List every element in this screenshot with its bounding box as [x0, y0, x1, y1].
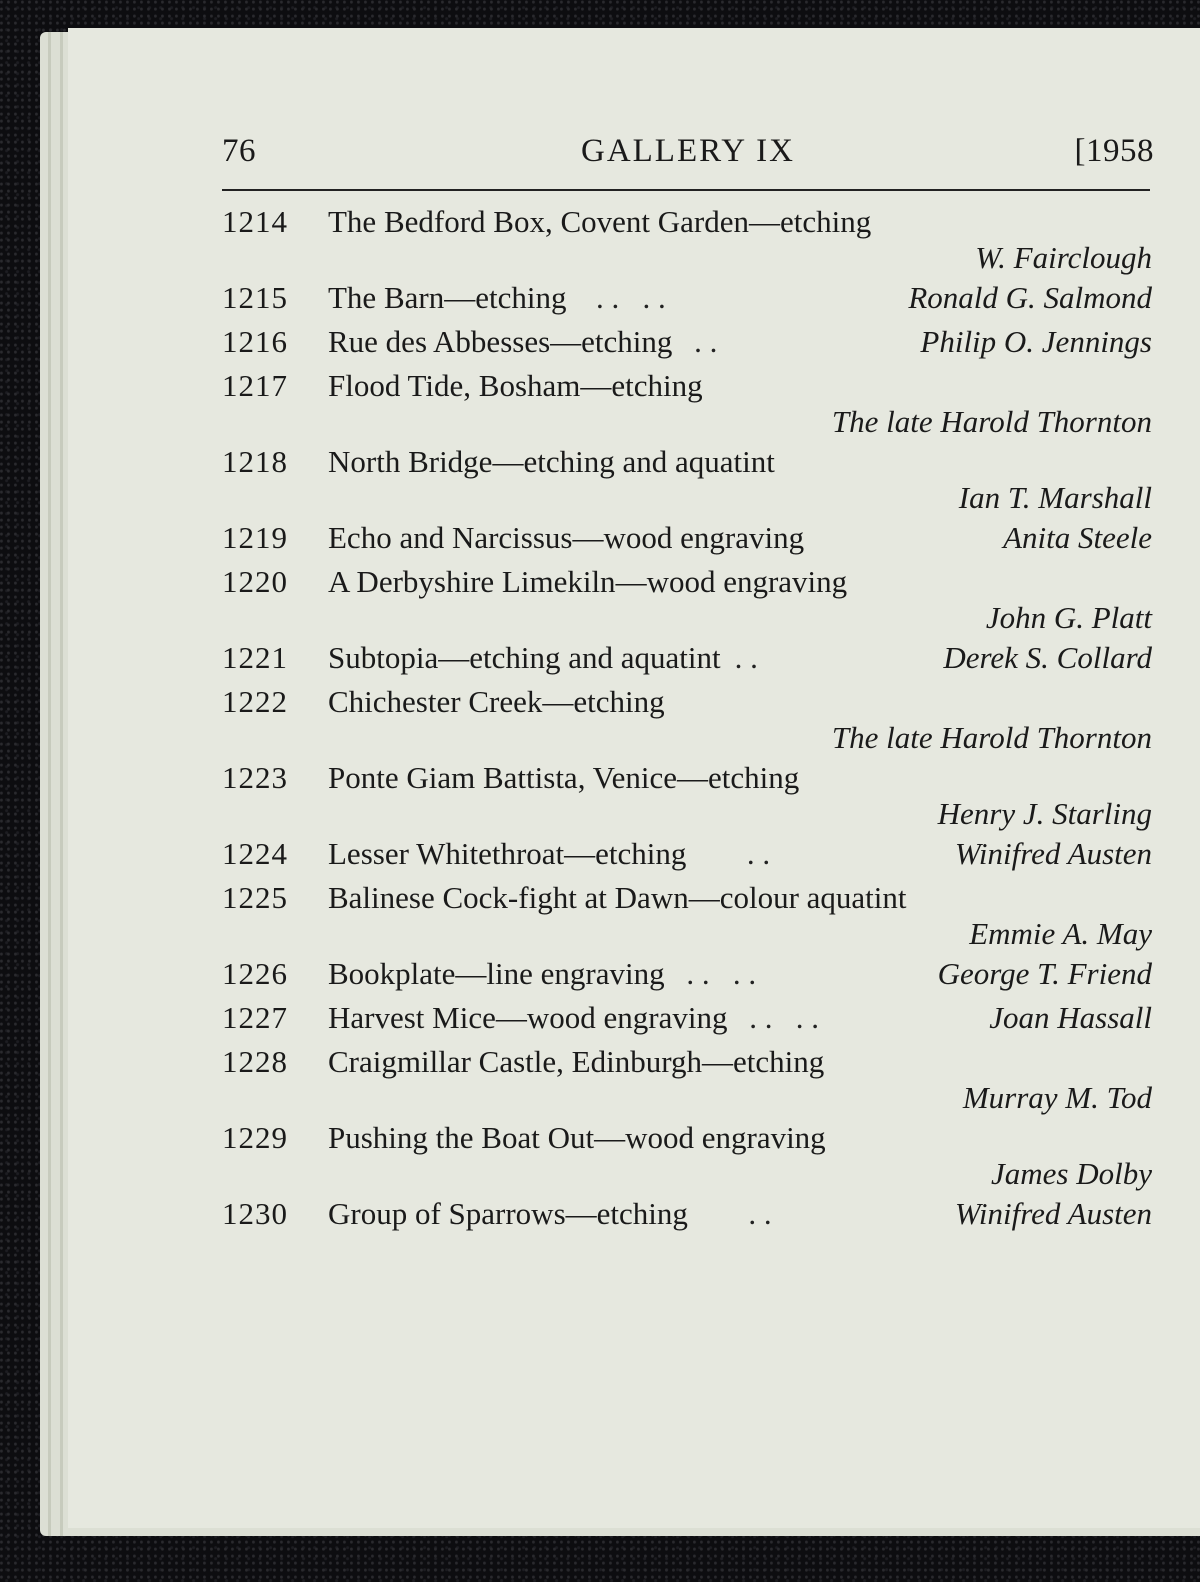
leader-dots: . . . . [678, 956, 757, 991]
entry-number: 1215 [222, 280, 288, 315]
catalogue-entry [222, 278, 1152, 322]
entry-title: A Derbyshire Limekiln [328, 564, 616, 599]
entry-artist: Winifred Austen [954, 1196, 1152, 1231]
entry-title: Ponte Giam Battista, Venice [328, 760, 677, 795]
entry-title-wrap [328, 366, 703, 406]
running-header [222, 133, 1154, 183]
entry-number: 1221 [222, 640, 288, 675]
page-number: 76 [222, 133, 256, 169]
catalogue-entry [222, 1042, 1152, 1118]
entry-number: 1224 [222, 836, 288, 871]
entry-main-line [222, 1194, 1152, 1238]
entry-medium: —etching [444, 280, 567, 315]
entry-artist: The late Harold Thornton [831, 404, 1152, 439]
entry-title-wrap [328, 1042, 824, 1082]
entry-title: Subtopia [328, 640, 439, 675]
entry-title-wrap [328, 834, 686, 874]
entry-title-wrap [328, 202, 871, 242]
entry-title: Harvest Mice [328, 1000, 496, 1035]
catalogue-entry [222, 638, 1152, 682]
entry-artist: Anita Steele [1003, 520, 1152, 555]
entry-artist: Winifred Austen [954, 836, 1152, 871]
entry-title-wrap [328, 518, 804, 558]
entry-artist: Ian T. Marshall [958, 480, 1152, 515]
entry-title: Lesser Whitethroat [328, 836, 565, 871]
entry-number: 1223 [222, 760, 288, 795]
entry-medium: —etching [542, 684, 665, 719]
entry-medium: —etching and aquatint [438, 640, 721, 675]
entry-medium: —etching [565, 1196, 688, 1231]
header-year: [1958 [1074, 133, 1154, 169]
entry-main-line [222, 638, 1152, 682]
entry-title: Echo and Narcissus [328, 520, 573, 555]
entry-number: 1222 [222, 684, 288, 719]
entry-medium: —line engraving [455, 956, 665, 991]
entry-medium: —etching [701, 1044, 825, 1079]
leader-dots: . . [700, 836, 771, 871]
entry-artist: Ronald G. Salmond [908, 280, 1152, 315]
entry-title: The Barn [328, 280, 445, 315]
entry-title: Balinese Cock-fight at Dawn [328, 880, 689, 915]
entry-title-wrap [328, 998, 727, 1038]
entry-number: 1228 [222, 1044, 288, 1079]
entry-title-wrap [328, 878, 907, 918]
entry-number: 1227 [222, 1000, 288, 1035]
catalogue-entry [222, 878, 1152, 954]
entry-number: 1229 [222, 1120, 288, 1155]
entry-title-wrap [328, 1194, 688, 1234]
page-title: GALLERY IX [580, 133, 795, 169]
entry-main-line [222, 278, 1152, 322]
entry-medium: —wood engraving [495, 1000, 728, 1035]
entry-number: 1230 [222, 1196, 288, 1231]
entry-main-line [222, 442, 1152, 486]
entry-main-line [222, 954, 1152, 998]
entry-artist: W. Fairclough [975, 240, 1152, 275]
entry-medium: —etching and aquatint [492, 444, 775, 479]
entry-artist: Henry J. Starling [937, 796, 1152, 831]
entry-medium: —etching [676, 760, 800, 795]
entry-title: Craigmillar Castle, Edinburgh [328, 1044, 702, 1079]
catalogue-entry [222, 562, 1152, 638]
entry-number: 1216 [222, 324, 288, 359]
entry-medium: —etching [748, 204, 872, 239]
catalogue-entry [222, 518, 1152, 562]
catalogue-entry [222, 1194, 1152, 1238]
entry-main-line [222, 322, 1152, 366]
leader-dots: . . . . [580, 280, 666, 315]
entry-title: The Bedford Box, Covent Garden [328, 204, 749, 239]
catalogue-entry [222, 1118, 1152, 1194]
entry-number: 1214 [222, 204, 288, 239]
entry-artist: Derek S. Collard [943, 640, 1152, 675]
catalogue-entry [222, 322, 1152, 366]
entry-title: Chichester Creek [328, 684, 543, 719]
entry-title: Pushing the Boat Out [328, 1120, 595, 1155]
entry-number: 1217 [222, 368, 288, 403]
entry-number: 1219 [222, 520, 288, 555]
entry-medium: —etching [550, 324, 673, 359]
entry-title: North Bridge [328, 444, 493, 479]
entry-main-line [222, 1042, 1152, 1086]
catalogue-entry [222, 834, 1152, 878]
catalogue-entry [222, 954, 1152, 998]
catalogue-entry [222, 998, 1152, 1042]
entry-main-line [222, 518, 1152, 562]
entry-main-line [222, 758, 1152, 802]
catalogue-entry [222, 682, 1152, 758]
entry-medium: —etching [580, 368, 703, 403]
entry-title-wrap [328, 562, 847, 602]
entry-main-line [222, 998, 1152, 1042]
entry-main-line [222, 682, 1152, 726]
entry-artist: Emmie A. May [969, 916, 1152, 951]
entry-main-line [222, 366, 1152, 410]
entry-medium: —colour aquatint [688, 880, 907, 915]
entry-medium: —wood engraving [615, 564, 848, 599]
leader-dots: . . [686, 324, 718, 359]
entry-number: 1218 [222, 444, 288, 479]
entry-title-wrap [328, 638, 721, 678]
leader-dots: . . [701, 1196, 772, 1231]
entry-number: 1225 [222, 880, 288, 915]
catalogue-entry [222, 202, 1152, 278]
entry-main-line [222, 878, 1152, 922]
entry-title: Group of Sparrows [328, 1196, 566, 1231]
catalogue-list [222, 202, 1152, 1238]
entry-artist: John G. Platt [985, 600, 1152, 635]
entry-artist: Philip O. Jennings [920, 324, 1152, 359]
entry-main-line [222, 202, 1152, 246]
entry-main-line [222, 1118, 1152, 1162]
catalogue-entry [222, 366, 1152, 442]
header-rule [222, 189, 1150, 191]
entry-number: 1226 [222, 956, 288, 991]
entry-main-line [222, 834, 1152, 878]
entry-medium: —wood engraving [572, 520, 805, 555]
entry-title: Rue des Abbesses [328, 324, 551, 359]
entry-title-wrap [328, 322, 672, 362]
entry-title-wrap [328, 442, 775, 482]
entry-artist: Joan Hassall [989, 1000, 1152, 1035]
catalogue-entry [222, 758, 1152, 834]
entry-title-wrap [328, 278, 566, 318]
entry-title-wrap [328, 954, 665, 994]
entry-title: Flood Tide, Bosham [328, 368, 581, 403]
entry-main-line [222, 562, 1152, 606]
leader-dots: . . [734, 640, 758, 675]
entry-number: 1220 [222, 564, 288, 599]
entry-artist: Murray M. Tod [962, 1080, 1152, 1115]
leader-dots: . . . . [741, 1000, 819, 1035]
entry-medium: —etching [564, 836, 687, 871]
entry-artist: The late Harold Thornton [831, 720, 1152, 755]
catalogue-entry [222, 442, 1152, 518]
entry-title-wrap [328, 1118, 826, 1158]
entry-medium: —wood engraving [594, 1120, 826, 1155]
entry-title-wrap [328, 758, 799, 798]
entry-title: Bookplate [328, 956, 456, 991]
entry-artist: James Dolby [991, 1156, 1152, 1191]
entry-title-wrap [328, 682, 665, 722]
entry-artist: George T. Friend [937, 956, 1152, 991]
